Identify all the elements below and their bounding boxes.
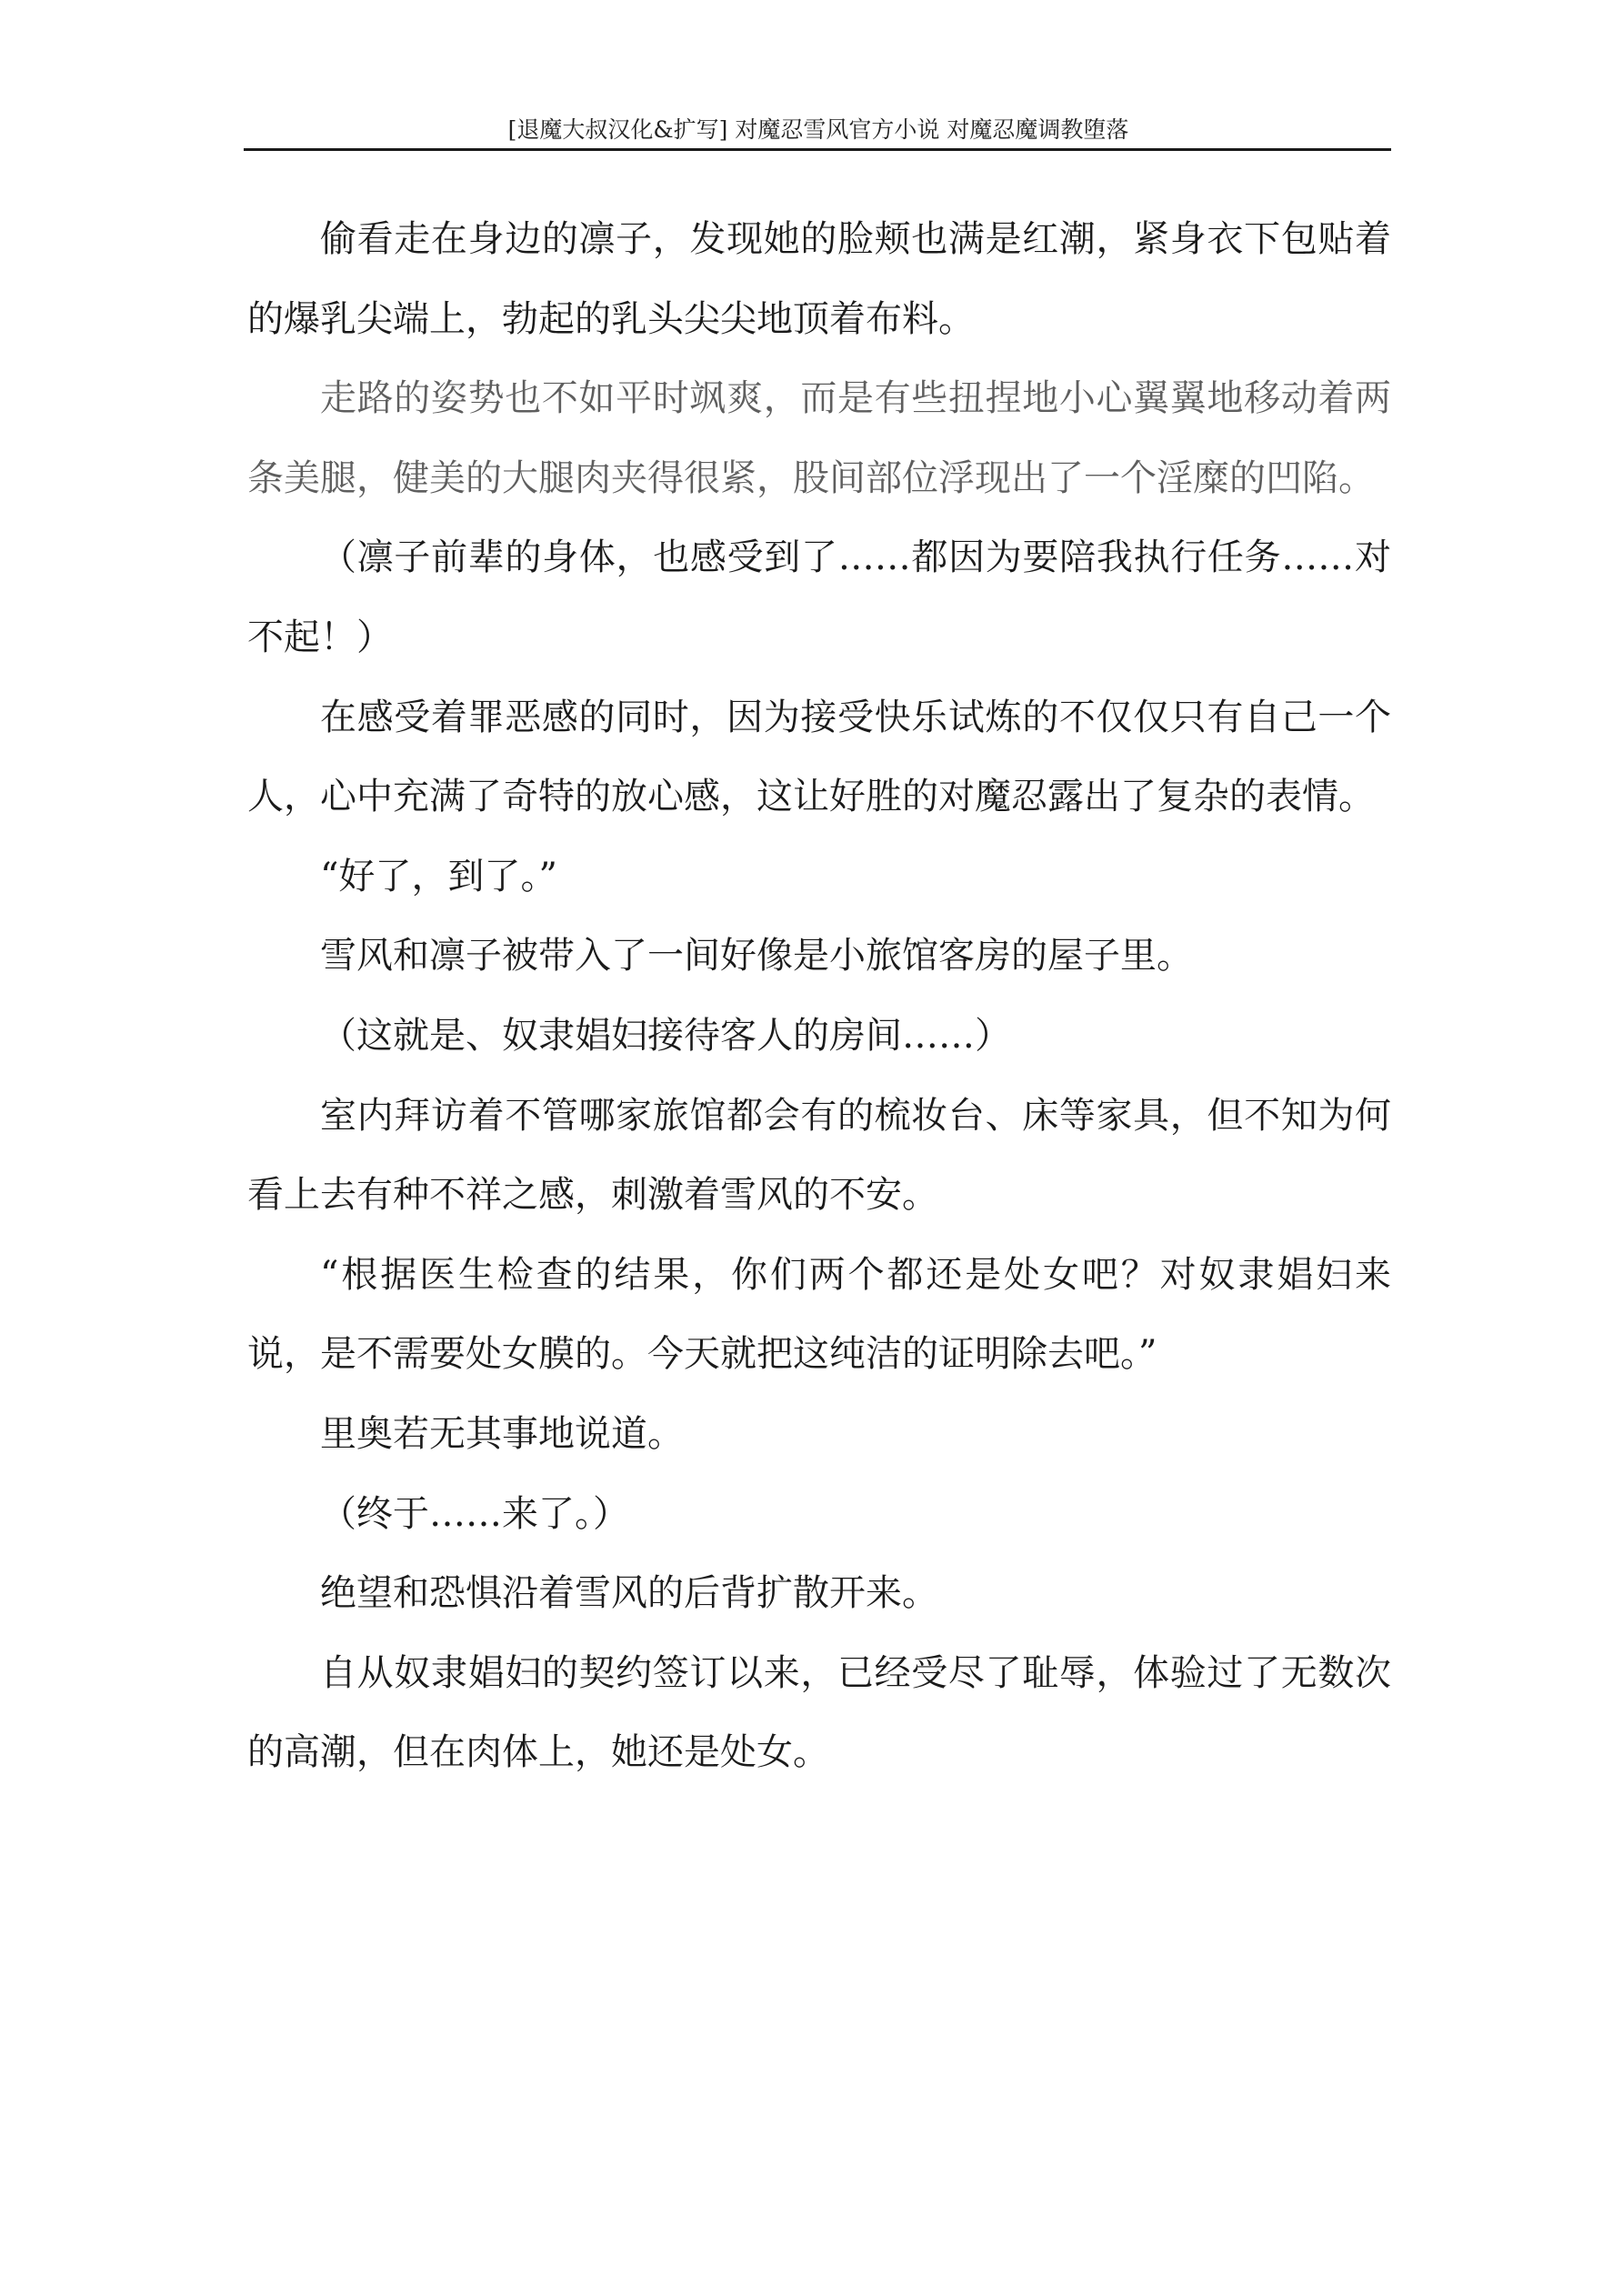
paragraph: （终于……来了。） [320,1492,629,1535]
paragraph: 偷看走在身边的凛子，发现她的脸颊也满是红潮，紧身衣下包贴着的爆乳尖端上，勃起的乳头尖尖地顶着布料。 [247,218,1391,340]
body-text [247,200,1391,1793]
paragraph: （这就是、奴隶娼妇接待客人的房间……） [320,1014,1011,1057]
paragraph: 在感受着罪恶感的同时，因为接受快乐试炼的不仅仅只有自己一个人，心中充满了奇特的放心感，这让好胜的对魔忍露出了复杂的表情。 [247,696,1391,818]
paragraph: 绝望和恐惧沿着雪风的后背扩散开来。 [320,1572,938,1615]
paragraph: 雪风和凛子被带入了一间好像是小旅馆客房的屋子里。 [320,935,1193,978]
paragraph: 室内拜访着不管哪家旅馆都会有的梳妆台、床等家具，但不知为何看上去有种不祥之感，刺激着雪风的不安。 [247,1094,1391,1217]
paragraph: “根据医生检查的结果，你们两个都还是处女吧？对奴隶娼妇来说，是不需要处女膜的。今天就把这纯洁的证明除去吧。” [247,1253,1391,1376]
running-header: [退魔大叔汉化&扩写] 对魔忍雪风官方小说 对魔忍魔调教堕落 [507,116,1129,143]
header-rule [244,148,1391,151]
paragraph: 走路的姿势也不如平时飒爽，而是有些扭捏地小心翼翼地移动着两条美腿，健美的大腿肉夹得很紧，股间部位浮现出了一个淫糜的凹陷。 [247,377,1391,499]
paragraph: 自从奴隶娼妇的契约签订以来，已经受尽了耻辱，体验过了无数次的高潮，但在肉体上，她还是处女。 [247,1651,1391,1774]
paragraph: “好了，到了。” [320,855,557,897]
paragraph: 里奥若无其事地说道。 [320,1412,684,1455]
paragraph: （凛子前辈的身体，也感受到了……都因为要陪我执行任务……对不起！） [247,536,1391,658]
